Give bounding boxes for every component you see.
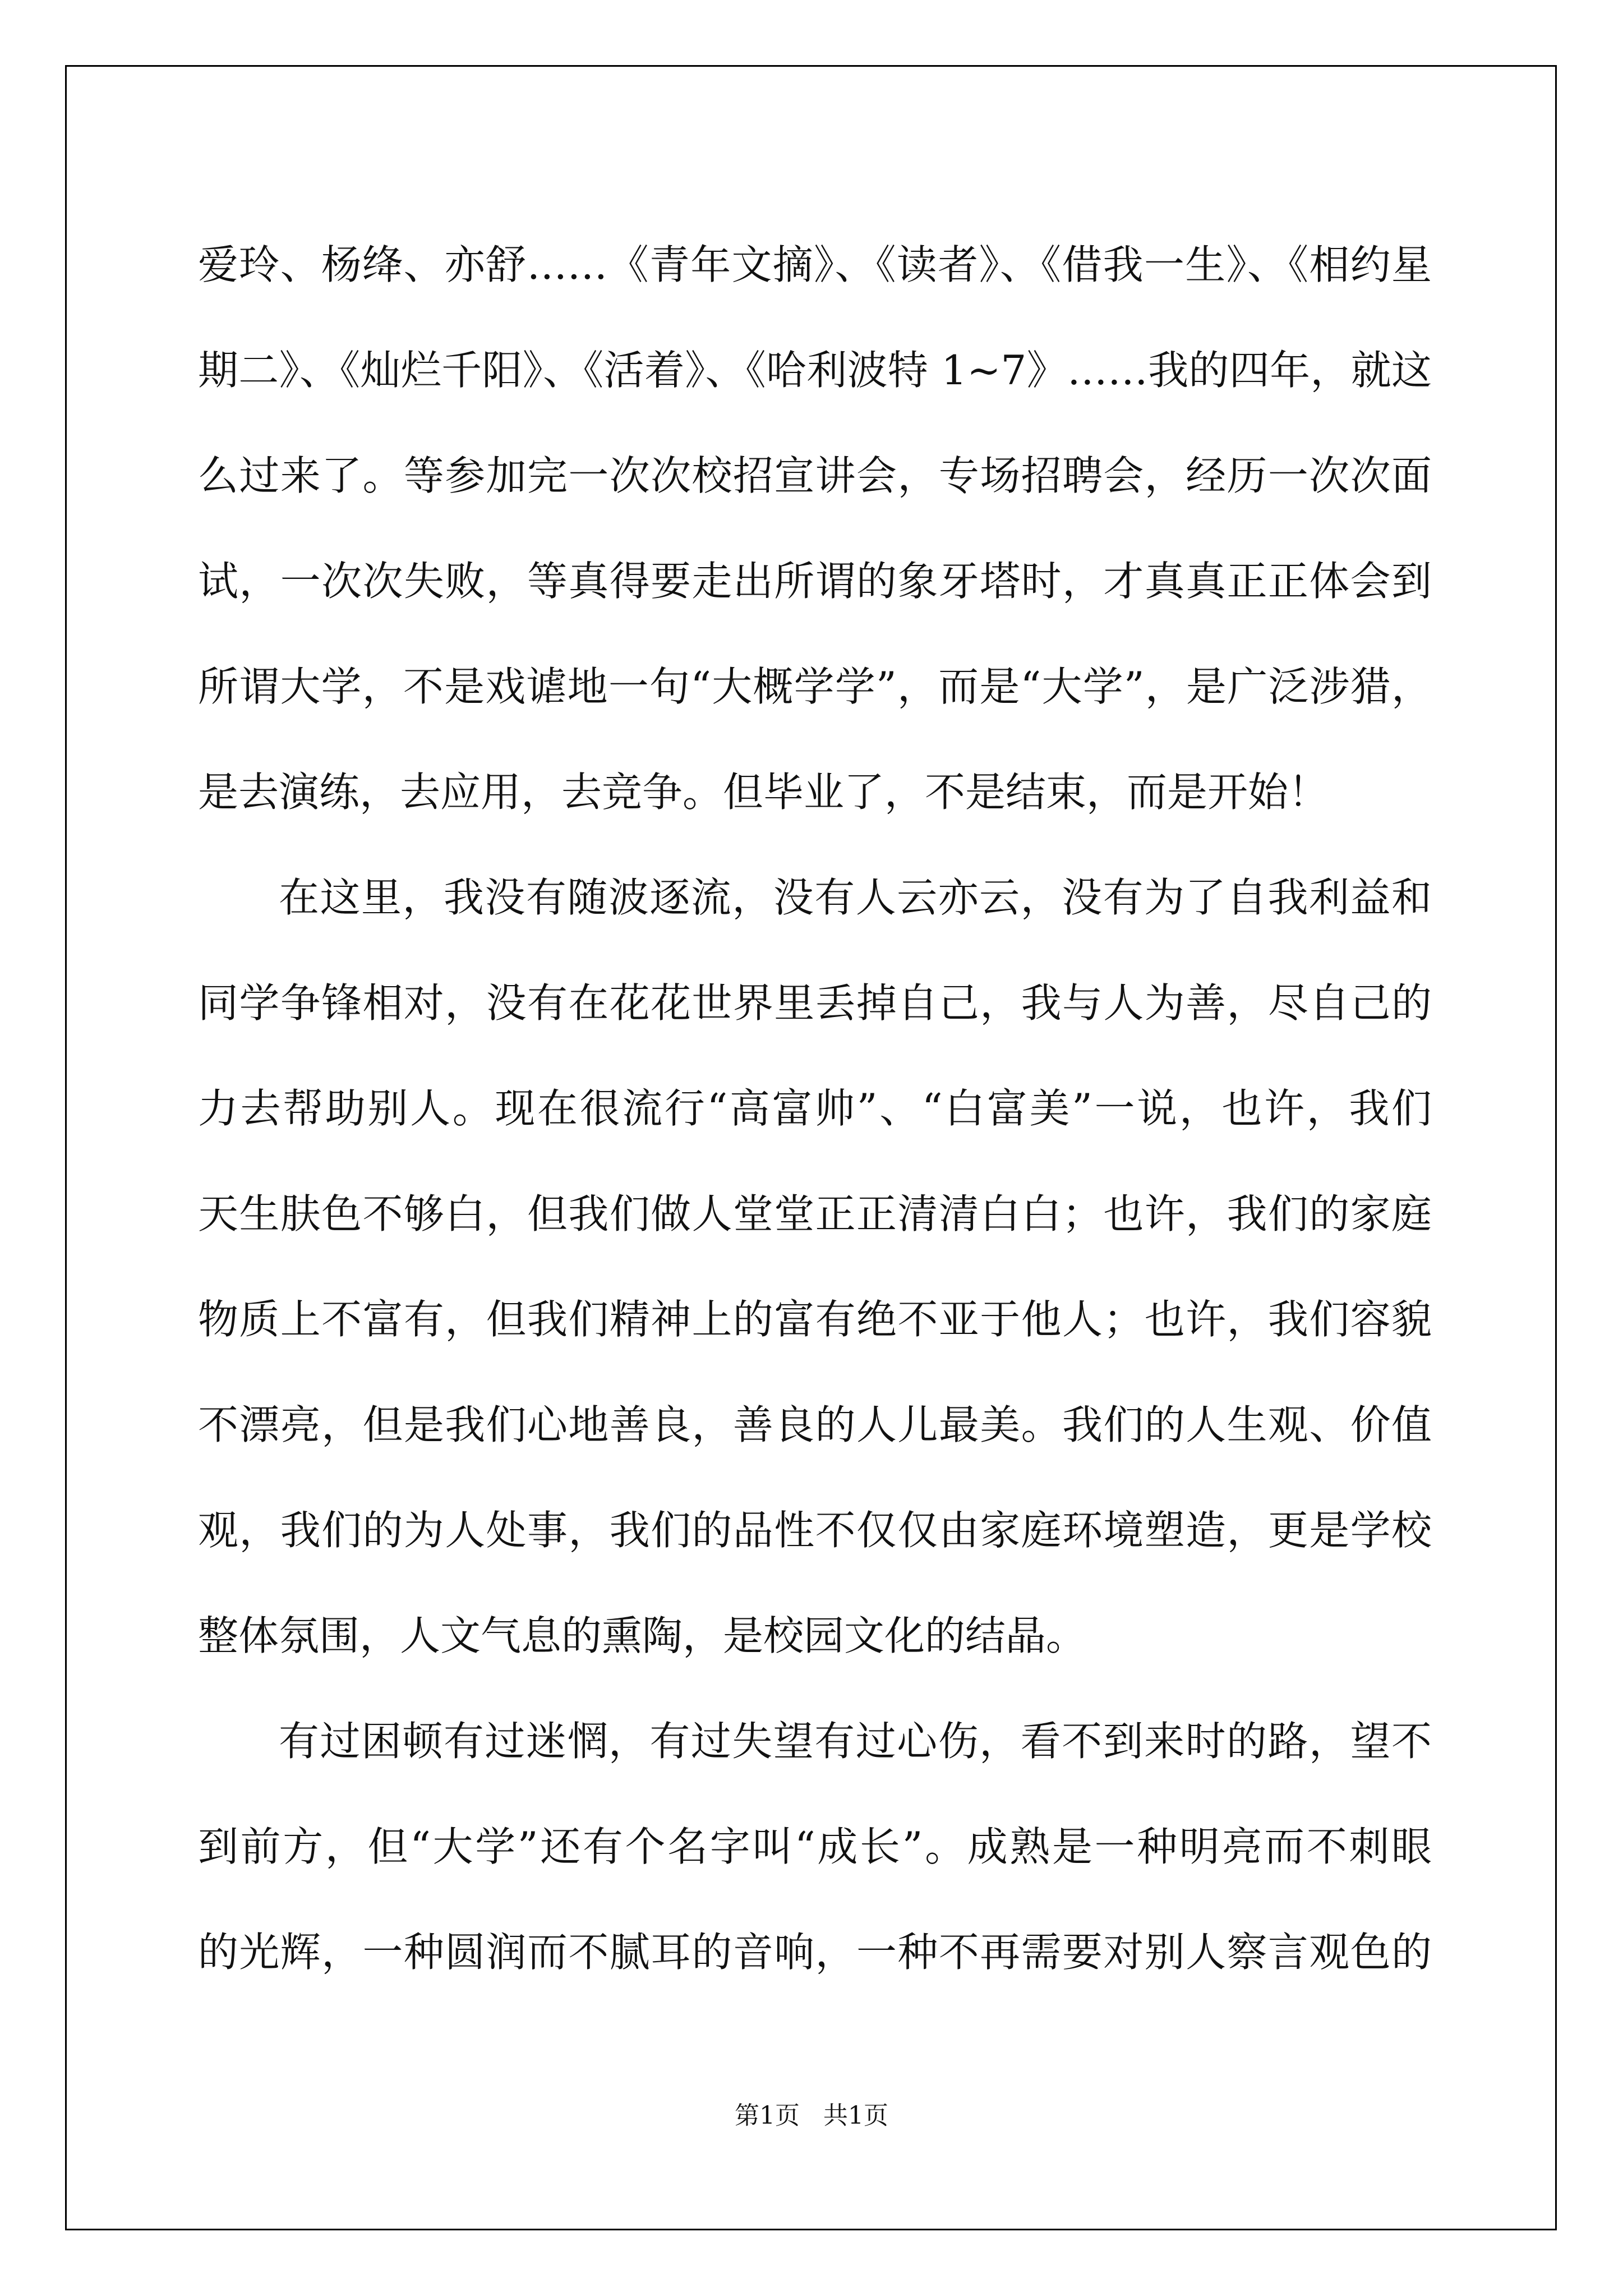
text-line: 是去演练，去应用，去竞争。但毕业了，不是结束，而是开始！ — [198, 769, 1329, 816]
text-line: 在这里，我没有随波逐流，没有人云亦云，没有为了自我利益和 — [279, 874, 1432, 921]
text-line: 整体氛围，人文气息的熏陶，是校园文化的结晶。 — [198, 1612, 1087, 1659]
text-line: 不漂亮，但是我们心地善良，善良的人儿最美。我们的人生观、价值 — [198, 1401, 1432, 1448]
text-line: 观，我们的为人处事，我们的品性不仅仅由家庭环境塑造，更是学校 — [198, 1507, 1432, 1554]
text-line: 力去帮助别人。现在很流行“高富帅”、“白富美”一说，也许，我们 — [198, 1085, 1432, 1132]
text-line: 所谓大学，不是戏谑地一句“大概学学”，而是“大学”，是广泛涉猎， — [198, 663, 1432, 710]
text-line: 爱玲、杨绛、亦舒……《青年文摘》、《读者》、《借我一生》、《相约星 — [198, 241, 1432, 288]
text-line: 天生肤色不够白，但我们做人堂堂正正清清白白；也许，我们的家庭 — [198, 1190, 1432, 1237]
text-line: 有过困顿有过迷惘，有过失望有过心伤，看不到来时的路，望不 — [279, 1718, 1432, 1765]
text-line: 期二》、《灿烂千阳》、《活着》、《哈利波特 1~7》……我的四年，就这 — [198, 347, 1432, 394]
text-line: 物质上不富有，但我们精神上的富有绝不亚于他人；也许，我们容貌 — [198, 1296, 1432, 1343]
document-body — [198, 212, 1432, 2005]
text-line: 到前方，但“大学”还有个名字叫“成长”。成熟是一种明亮而不刺眼 — [198, 1823, 1432, 1870]
text-line: 么过来了。等参加完一次次校招宣讲会，专场招聘会，经历一次次面 — [198, 452, 1432, 499]
text-line: 的光辉，一种圆润而不腻耳的音响，一种不再需要对别人察言观色的 — [198, 1929, 1432, 1976]
page-footer: 第1页 共1页 — [735, 2101, 888, 2130]
text-line: 试，一次次失败，等真得要走出所谓的象牙塔时，才真真正正体会到 — [198, 558, 1432, 605]
text-line: 同学争锋相对，没有在花花世界里丢掉自己，我与人为善，尽自己的 — [198, 979, 1432, 1027]
